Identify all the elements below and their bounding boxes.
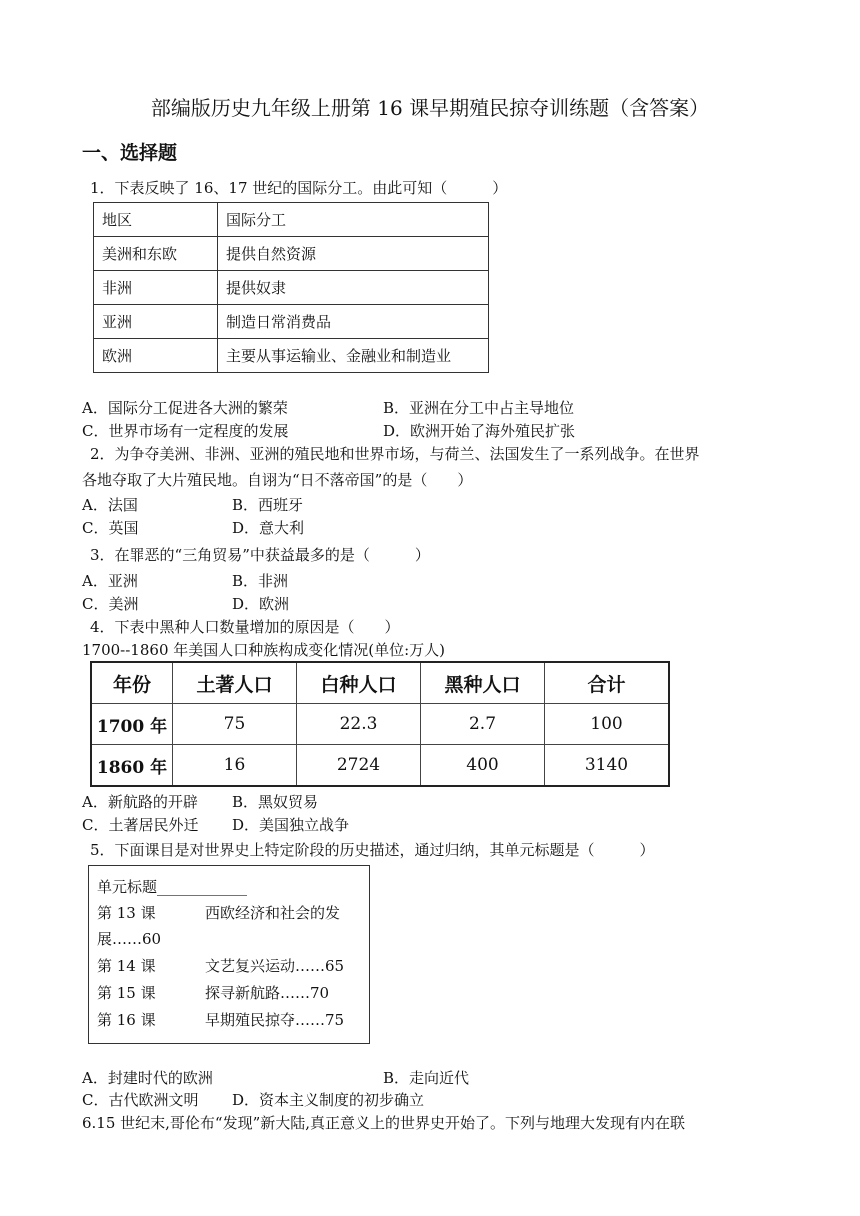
table-cell: 22.3 [297,704,421,745]
table-cell: 2.7 [421,704,545,745]
table-row [94,237,489,271]
table-cell: 亚洲 [94,305,218,339]
table-row [94,339,489,373]
question-3-option-c[interactable]: C．美洲 [82,595,139,613]
question-2-line-1: 2．为争夺美洲、非洲、亚洲的殖民地和世界市场，与荷兰、法国发生了一系列战争。在世界 [90,445,700,463]
table-cell: 75 [173,704,297,745]
question-3-option-b[interactable]: B．非洲 [232,572,289,590]
question-2-line-2: 各地夺取了大片殖民地。自诩为“日不落帝国”的是（ ） [82,471,473,489]
question-6-text: 6.15 世纪末,哥伦布“发现”新大陆,真正意义上的世界史开始了。下列与地理大发现有内在联 [82,1114,686,1132]
question-3-option-d[interactable]: D．欧洲 [232,595,290,613]
lesson-title: 探寻新航路……70 [205,984,330,1002]
question-4-option-d[interactable]: D．美国独立战争 [232,816,350,834]
table-cell: 1860 年 [91,745,173,787]
table-row [94,203,489,237]
question-5-option-b[interactable]: B．走向近代 [383,1069,470,1087]
question-2-option-a[interactable]: A．法国 [82,496,138,514]
question-1-table [93,202,489,373]
table-cell: 2724 [297,745,421,787]
lesson-title: 早期殖民掠夺……75 [205,1011,345,1029]
table-cell: 400 [421,745,545,787]
table-cell: 主要从事运输业、金融业和制造业 [218,339,489,373]
lesson-title: 西欧经济和社会的发 [205,904,341,922]
table-cell: 制造日常消费品 [218,305,489,339]
table-cell: 年份 [91,662,173,704]
question-2-option-c[interactable]: C．英国 [82,519,139,537]
question-5-option-c[interactable]: C．古代欧洲文明 [82,1091,199,1109]
table-cell: 黑种人口 [421,662,545,704]
table-header-row [91,662,669,704]
table-cell: 国际分工 [218,203,489,237]
question-2-option-d[interactable]: D．意大利 [232,519,305,537]
unit-heading: 单元标题____________ [97,878,248,896]
question-4-option-a[interactable]: A．新航路的开辟 [82,793,198,811]
question-4-caption: 1700--1860 年美国人口种族构成变化情况(单位:万人) [82,641,446,659]
question-5-text: 5．下面课目是对世界史上特定阶段的历史描述，通过归纳，其单元标题是（ ） [90,841,655,859]
lesson-title: 文艺复兴运动……65 [205,957,345,975]
table-cell: 欧洲 [94,339,218,373]
question-5-option-a[interactable]: A．封建时代的欧洲 [82,1069,213,1087]
question-1-option-b[interactable]: B．亚洲在分工中占主导地位 [383,399,575,417]
table-cell: 非洲 [94,271,218,305]
table-cell: 100 [545,704,670,745]
question-3-text: 3．在罪恶的“三角贸易”中获益最多的是（ ） [90,546,430,564]
table-cell: 提供自然资源 [218,237,489,271]
table-cell: 3140 [545,745,670,787]
page-title: 部编版历史九年级上册第 16 课早期殖民掠夺训练题（含答案） [150,96,710,120]
lesson-number: 第 13 课 [97,904,156,922]
table-cell: 地区 [94,203,218,237]
table-row [94,271,489,305]
table-cell: 16 [173,745,297,787]
section-heading: 一、选择题 [82,142,178,164]
table-cell: 土著人口 [173,662,297,704]
unit-contents-box [88,865,370,1044]
question-2-option-b[interactable]: B．西班牙 [232,496,304,514]
question-3-option-a[interactable]: A．亚洲 [82,572,138,590]
table-cell: 白种人口 [297,662,421,704]
question-4-table [90,661,670,787]
table-row [91,745,669,787]
table-cell: 提供奴隶 [218,271,489,305]
question-4-option-b[interactable]: B．黑奴贸易 [232,793,319,811]
question-1-option-c[interactable]: C．世界市场有一定程度的发展 [82,422,289,440]
table-row [94,305,489,339]
lesson-title-continued: 展……60 [97,930,162,948]
table-cell: 合计 [545,662,670,704]
lesson-number: 第 14 课 [97,957,156,975]
question-4-option-c[interactable]: C．土著居民外迁 [82,816,199,834]
table-cell: 1700 年 [91,704,173,745]
question-5-option-d[interactable]: D．资本主义制度的初步确立 [232,1091,425,1109]
question-1-option-a[interactable]: A．国际分工促进各大洲的繁荣 [82,399,288,417]
lesson-number: 第 15 课 [97,984,156,1002]
lesson-number: 第 16 课 [97,1011,156,1029]
table-cell: 美洲和东欧 [94,237,218,271]
question-1-option-d[interactable]: D．欧洲开始了海外殖民扩张 [383,422,576,440]
question-4-text: 4．下表中黑种人口数量增加的原因是（ ） [90,618,400,636]
table-row [91,704,669,745]
question-1-text: 1．下表反映了 16、17 世纪的国际分工。由此可知（ ） [90,179,508,197]
